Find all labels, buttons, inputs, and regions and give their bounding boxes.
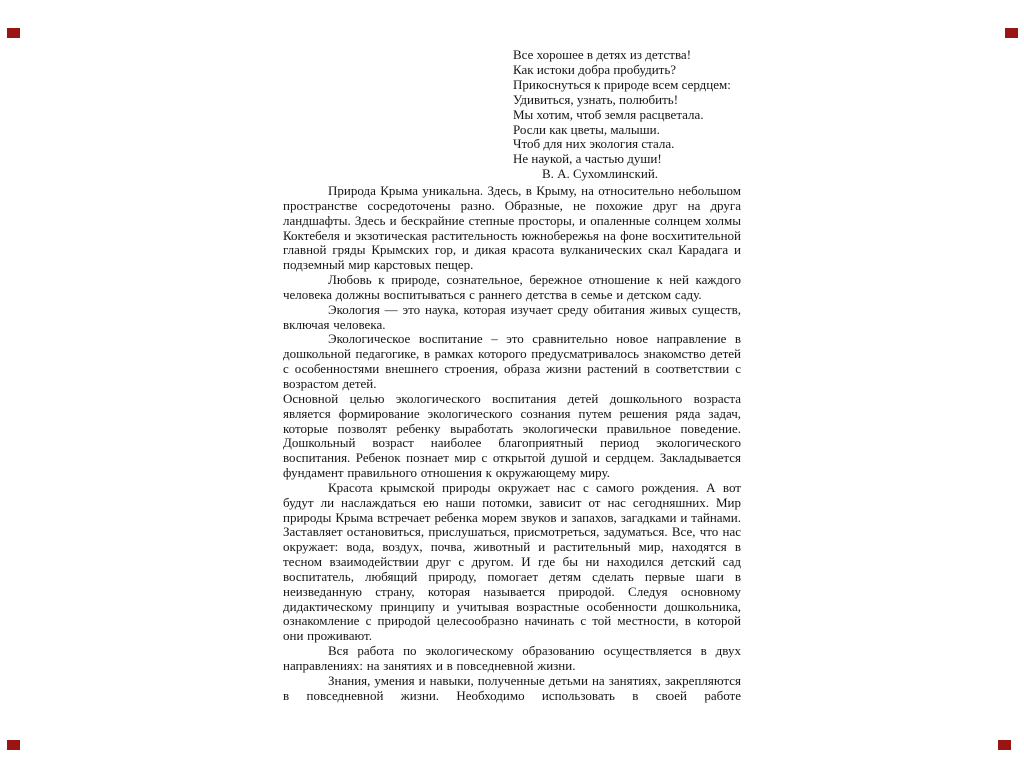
epigraph [513, 48, 731, 182]
epigraph-line: Как истоки добра пробудить? [513, 61, 677, 77]
corner-mark-bottom-left [7, 740, 20, 750]
paragraph-beauty-of-nature: Красота крымской природы окружает нас с самого рождения. А вот будут ли наслаждаться ею наши потомки, зависит от нас сегодняшних. Мир природы Крыма встречает ребенка морем звуков и запахов, загадками и тайнами. Заставляет остановиться, прислушаться, присмотреться, задуматься. Все, что нас окружает: вода, воздух, почва, животный и растительный мир, находятся в тесном взаимодействии друг с другом. И где бы ни находился детский сад воспитатель, любящий природу, помогает детям сделать первые шаги в неизведанную страну, которая называется природой. Следуя основному дидактическому принципу и учитывая возрастные особенности дошкольника, ознакомление с природой целесообразно начинать с той местности, в которой они проживают. [283, 479, 741, 644]
paragraph-ecological-upbringing: Экологическое воспитание – это сравнительно новое направление в дошкольной педагогике, в рамках которого предусматривалось знакомство детей с особенностями внешнего строения, образа жизни растений в соответствии с возрастом детей. [283, 331, 741, 391]
corner-mark-top-right [1005, 28, 1018, 38]
epigraph-line: Все хорошее в детях из детства! [513, 47, 692, 62]
epigraph-line: Чтоб для них экология стала. [513, 136, 675, 152]
epigraph-line: Не наукой, а частью души! [513, 151, 662, 167]
paragraph-main-goal: Основной целью экологического воспитания детей дошкольного возраста является формирование экологического сознания путем решения ряда задач, которые позволят ребенку выработать экологически правильное поведение. Дошкольный возраст наиболее благоприятный период экологического воспитания. Ребенок познает мир с открытой душой и сердцем. Закладывается фундамент правильного отношения к окружающему миру. [283, 390, 741, 481]
paragraph-ecology-definition: Экология — это наука, которая изучает среду обитания живых существ, включая человека. [283, 301, 741, 332]
corner-mark-top-left [7, 28, 20, 38]
epigraph-line: Росли как цветы, малыши. [513, 121, 660, 137]
epigraph-attribution: В. А. Сухомлинский. [542, 166, 659, 182]
paragraph-two-directions: Вся работа по экологическому образованию осуществляется в двух направлениях: на занятиях и в повседневной жизни. [283, 643, 741, 673]
paragraph-love-of-nature: Любовь к природе, сознательное, бережное отношение к ней каждого человека должны воспитываться с раннего детства в семье и детском саду. [283, 272, 741, 302]
epigraph-line: Прикоснуться к природе всем сердцем: [513, 76, 731, 92]
epigraph-line: Мы хотим, чтоб земля расцветала. [513, 106, 704, 122]
epigraph-line: Удивиться, узнать, полюбить! [513, 91, 679, 107]
paragraph-knowledge-skills: Знания, умения и навыки, полученные детьми на занятиях, закрепляются в повседневной жизни. Необходимо использовать в своей работе [283, 672, 741, 703]
document-body [283, 184, 741, 704]
paragraph-nature-of-crimea: Природа Крыма уникальна. Здесь, в Крыму, на относительно небольшом пространстве сосредоточены разно. Образные, не похожие друг на друга ландшафты. Здесь и бескрайние степные просторы, и опаленные солнцем холмы Коктебеля и экзотическая растительность южнобережья на фоне восхитительной главной гряды Крымских гор, и дикая красота вулканических скал Карадага и подземный мир карстовых пещер. [283, 183, 741, 273]
corner-mark-bottom-right [998, 740, 1011, 750]
